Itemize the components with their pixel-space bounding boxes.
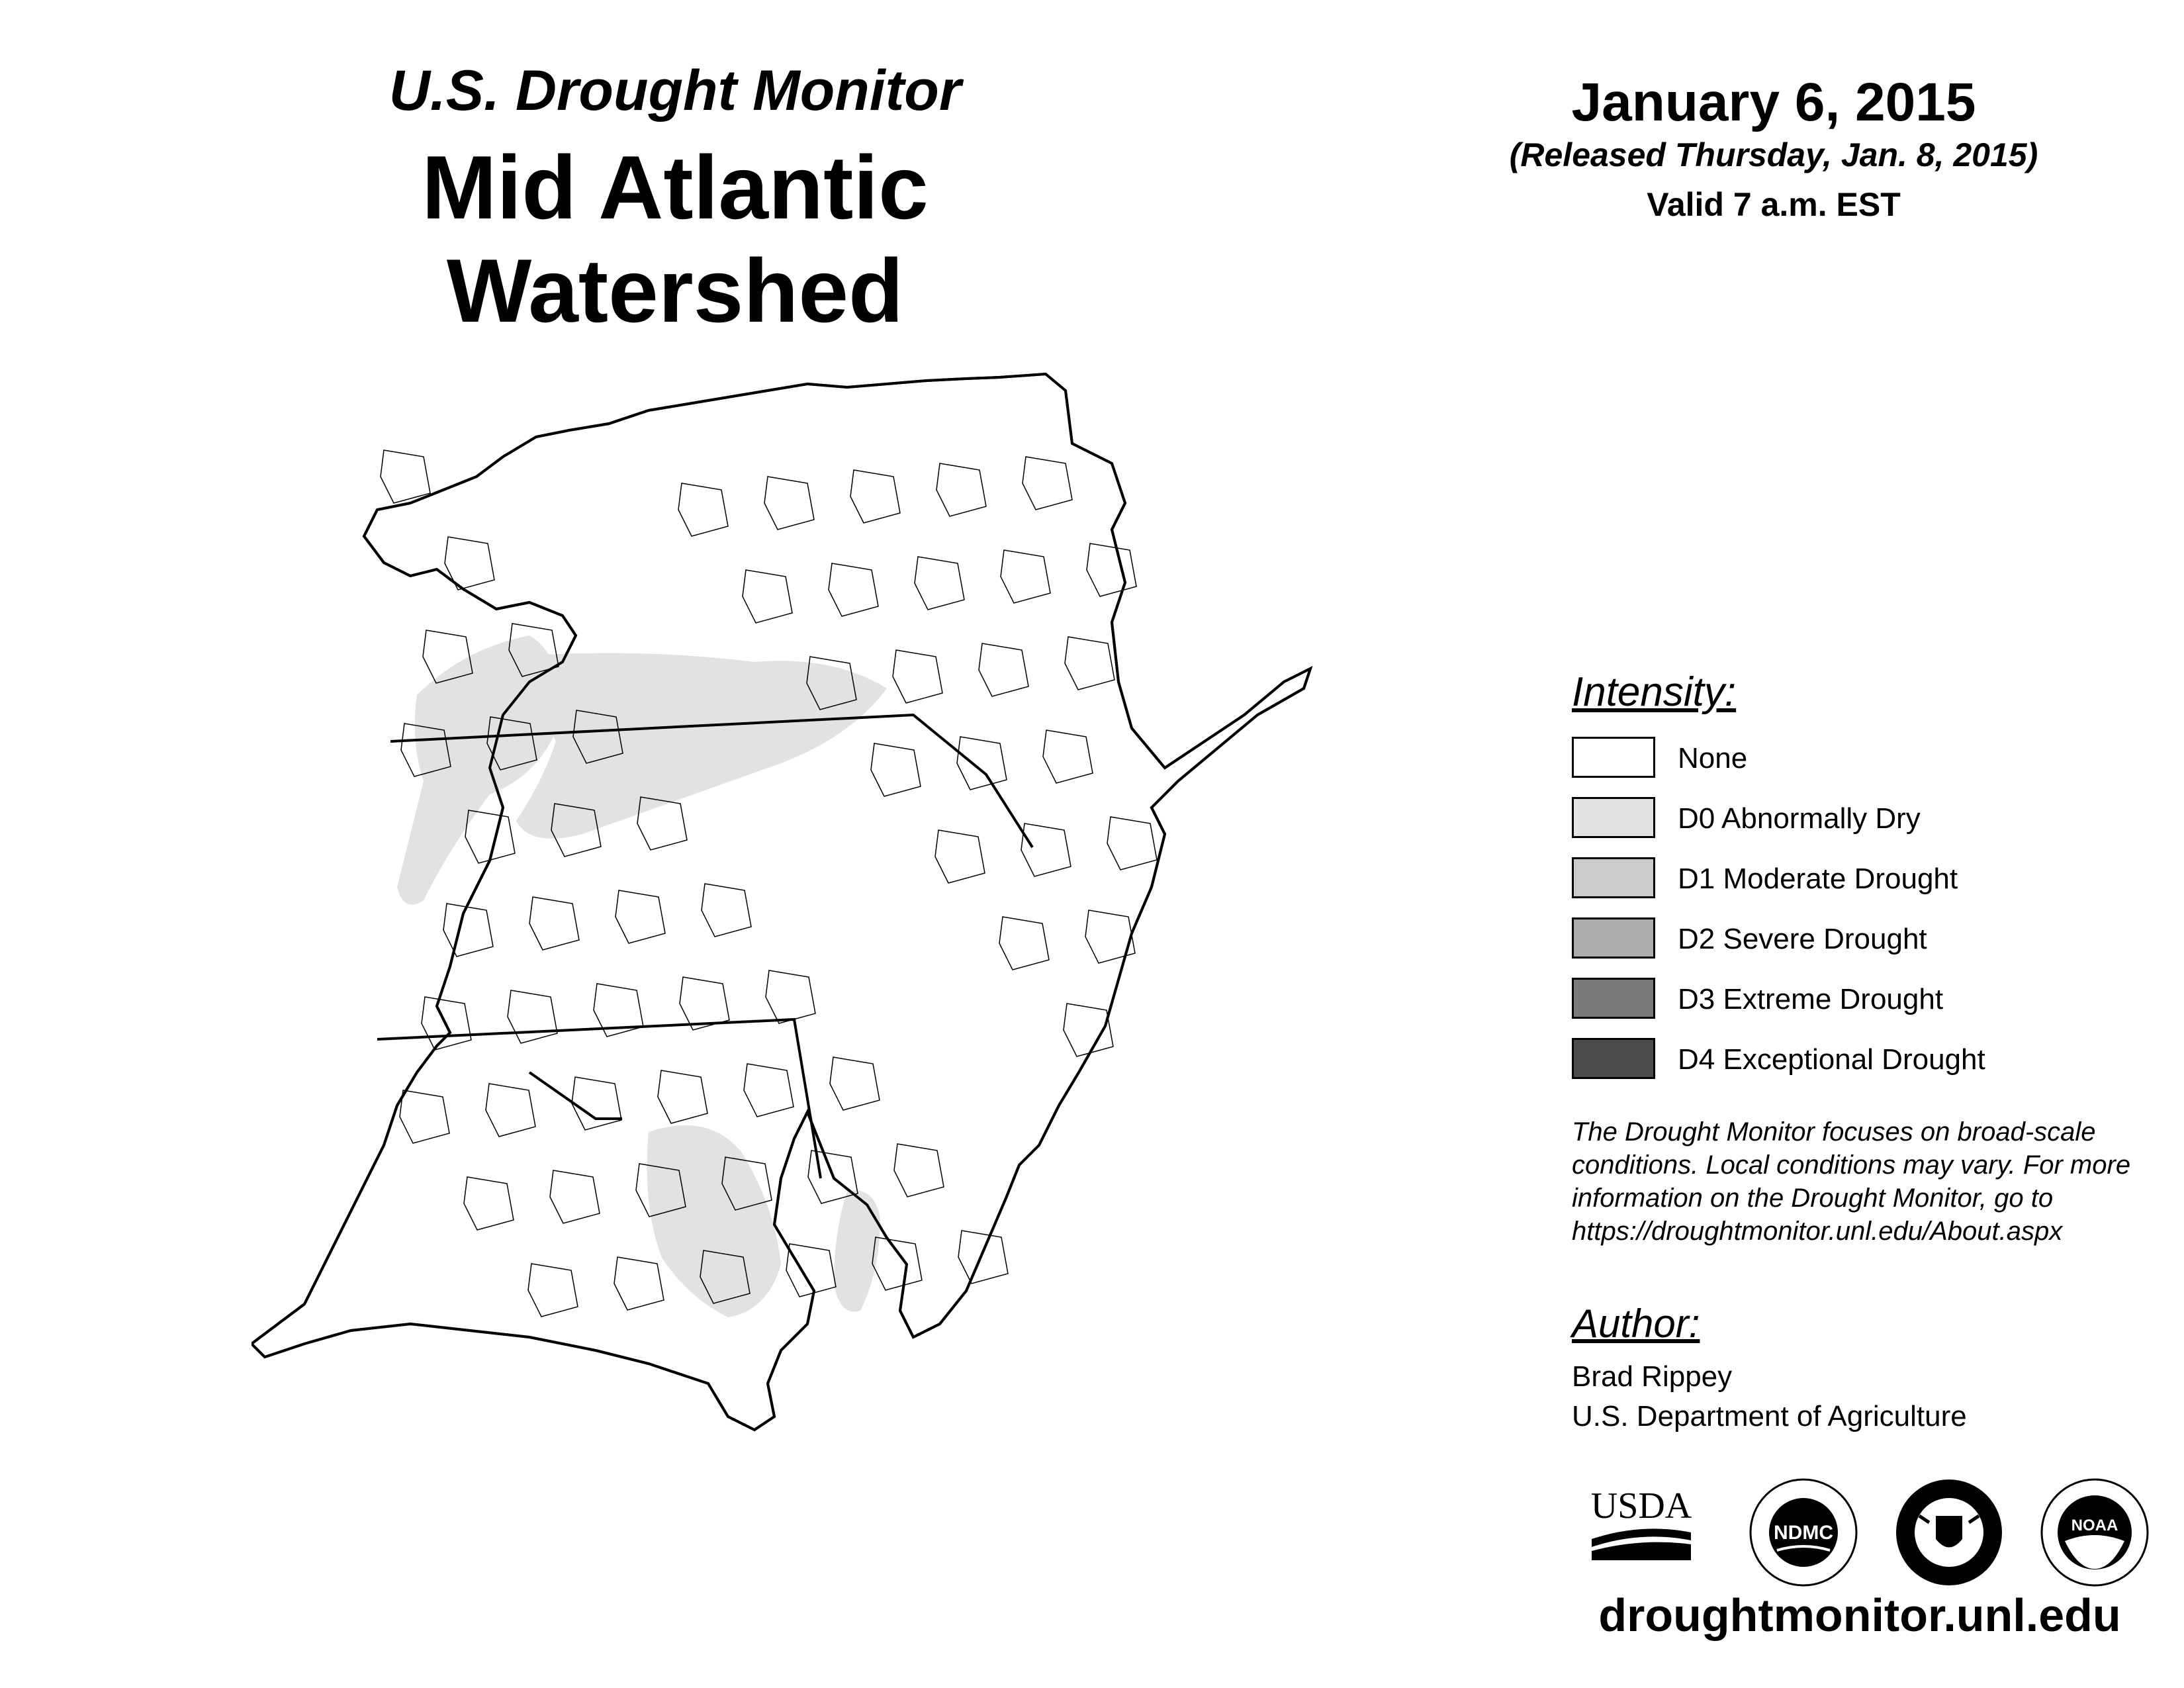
legend-swatch xyxy=(1572,857,1655,898)
note-line: The Drought Monitor focuses on broad-scale xyxy=(1572,1117,2096,1147)
usda-logo-text: USDA xyxy=(1590,1486,1692,1526)
noaa-logo-text: NOAA xyxy=(2071,1517,2118,1534)
legend-swatch xyxy=(1572,1038,1655,1079)
legend-label: D1 Moderate Drought xyxy=(1678,863,1958,895)
release-date: (Released Thursday, Jan. 8, 2015) xyxy=(1509,136,2038,173)
map-title: Mid Atlantic Watershed xyxy=(422,137,929,341)
map-subtitle: U.S. Drought Monitor xyxy=(388,59,962,122)
site-url-link[interactable]: droughtmonitor.unl.edu xyxy=(1598,1589,2121,1641)
legend-heading: Intensity: xyxy=(1572,669,1737,715)
legend-label: D2 Severe Drought xyxy=(1678,923,1927,955)
legend-swatch xyxy=(1572,797,1655,838)
drought-map xyxy=(251,371,1337,1615)
commerce-seal-logo xyxy=(1893,1476,2005,1589)
legend-label: None xyxy=(1678,742,1748,774)
legend-label: D4 Exceptional Drought xyxy=(1678,1043,1985,1076)
legend-label: D0 Abnormally Dry xyxy=(1678,802,1921,835)
author-org: U.S. Department of Agriculture xyxy=(1572,1400,1967,1432)
valid-time: Valid 7 a.m. EST xyxy=(1647,186,1901,223)
map-date: January 6, 2015 xyxy=(1571,72,1976,132)
drought-area-d0 xyxy=(834,1190,880,1311)
legend-swatch xyxy=(1572,917,1655,959)
ndmc-logo xyxy=(1747,1476,1860,1589)
legend-label: D3 Extreme Drought xyxy=(1678,983,1944,1015)
legend-swatch xyxy=(1572,737,1655,778)
map-svg xyxy=(251,371,1337,1615)
disclaimer-note xyxy=(1572,1115,2167,1248)
ndmc-logo-text: NDMC xyxy=(1774,1522,1833,1544)
note-line: conditions. Local conditions may vary. For more xyxy=(1572,1150,2131,1180)
author-heading: Author: xyxy=(1572,1301,1700,1346)
note-line: information on the Drought Monitor, go to xyxy=(1572,1184,2054,1213)
usda-logo xyxy=(1585,1486,1698,1566)
author-name: Brad Rippey xyxy=(1572,1360,1733,1393)
county-boundary xyxy=(381,450,430,503)
note-link[interactable]: https://droughtmonitor.unl.edu/About.aspx xyxy=(1572,1217,2063,1246)
noaa-logo xyxy=(2038,1476,2151,1589)
legend-swatch xyxy=(1572,978,1655,1019)
